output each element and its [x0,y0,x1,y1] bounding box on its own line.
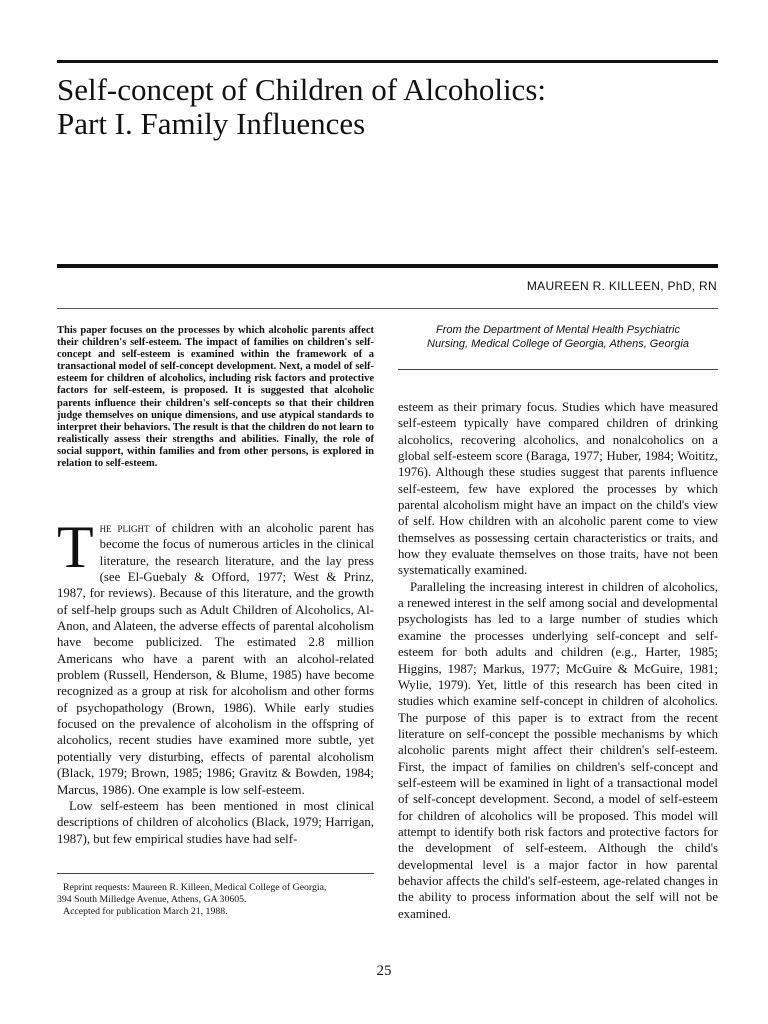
footnote-line: Reprint requests: Maureen R. Killeen, Medical College of Georgia, [63,882,327,893]
drop-cap: T [57,514,94,580]
affiliation-line-1: From the Department of Mental Health Psychiatric [436,324,680,336]
body-column-right [398,399,718,922]
body-paragraph: esteem as their primary focus. Studies which have measured self-esteem typically have compared children of drinking alcoholics, recovering alcoholics, and nonalcoholics on a global self-esteem score (Baraga, 1977; Huber, 1984; Woititz, 1976). Although these studies suggest that parents influence self-esteem, few have explored the processes by which parental alcoholism might have an impact on the child's view of self. How children with an alcoholic parent come to view themselves as possessing certain characteristics or traits, and how they evaluate themselves on those traits, have not been systematically examined. [398,400,718,578]
author-byline: MAUREEN R. KILLEEN, PhD, RN [526,279,717,293]
footnote-line: Accepted for publication March 21, 1988. [63,906,228,917]
paragraph-text: of children with an alcoholic parent has become the focus of numerous articles in the clinical literature, the research literature, and the lay press (see El-Guebaly & Offord, 1977; West & Prinz, 1987, for reviews). Because of this literature, and the growth of self-help groups such as Adult Children of Alcoholics, Al-Anon, and Alateen, the adverse effects of parental alcoholism have become publicized. The estimated 2.8 million Americans who have a parent with an alcohol-related problem (Russell, Henderson, & Blume, 1985) have become recognized as a group at risk for alcoholism and other forms of psychopathology (Brown, 1986). While early studies focused on the prevalence of alcoholism in the offspring of alcoholics, recent studies have examined more subtle, yet potentially very disturbing, effects of parental alcoholism (Black, 1979; Brown, 1985; 1986; Gravitz & Bowden, 1984; Marcus, 1986). One example is low self-esteem. [57,521,374,797]
top-rule [57,60,718,63]
body-paragraph: Paralleling the increasing interest in children of alcoholics, a renewed interest in the self among social and developmental psychologists has led to a large number of studies which examine the processes underlying self-concept and self-esteem for both adults and children (e.g., Harter, 1985; Higgins, 1987; Markus, 1977; McGuire & McGuire, 1981; Wylie, 1979). Yet, little of this research has been cited in studies which examine self-concept in children of alcoholics. The purpose of this paper is to extract from the recent literature on self-concept the possible mechanisms by which alcoholic parents might affect their children's self-esteem. First, the impact of families on children's self-concept and self-esteem will be examined in light of a transactional model of self-concept development. Second, a model of self-esteem for children of alcoholics will be proposed. This model will attempt to identify both risk factors and protective factors for the development of self-esteem. Although the child's developmental level is a major factor in how parental behavior affects the child's self-esteem, age-related changes in the ability to process information about the self will not be examined. [398,579,718,921]
affiliation [398,323,718,351]
lead-in: he plight [99,521,150,535]
affiliation-line-2: Nursing, Medical College of Georgia, Athens, Georgia [427,338,689,350]
article-title [57,73,717,141]
page-number: 25 [376,963,392,979]
title-line-1: Self-concept of Children of Alcoholics: [57,72,546,107]
body-paragraph: Low self-esteem has been mentioned in most clinical descriptions of children of alcoholics (Black, 1979; Harrigan, 1987), but few empirical studies have had self- [57,798,374,846]
affiliation-rule [398,369,718,370]
header-rule [57,264,718,268]
byline-rule [57,308,718,309]
footnote-line: 394 South Milledge Avenue, Athens, GA 30605. [57,894,247,905]
footnote-rule [57,873,374,874]
body-column-left [57,514,374,847]
abstract: This paper focuses on the processes by which alcoholic parents affect their children's self-esteem. The impact of families on children's self-concept and self-esteem is examined within the framework of a transactional model of self-concept development. Next, a model of self-esteem for children of alcoholics, including risk factors and protective factors for self-esteem, is proposed. It is suggested that alcoholic parents influence their children's self-concepts so that their children judge themselves on unique dimensions, and use atypical standards to interpret their behaviors. The result is that the children do not learn to realistically assess their strengths and abilities. Finally, the role of social support, within families and from other persons, is explored in relation to self-esteem. [57,325,374,470]
footnote [57,882,374,918]
body-paragraph [57,514,374,798]
title-line-2: Part I. Family Influences [57,106,366,141]
